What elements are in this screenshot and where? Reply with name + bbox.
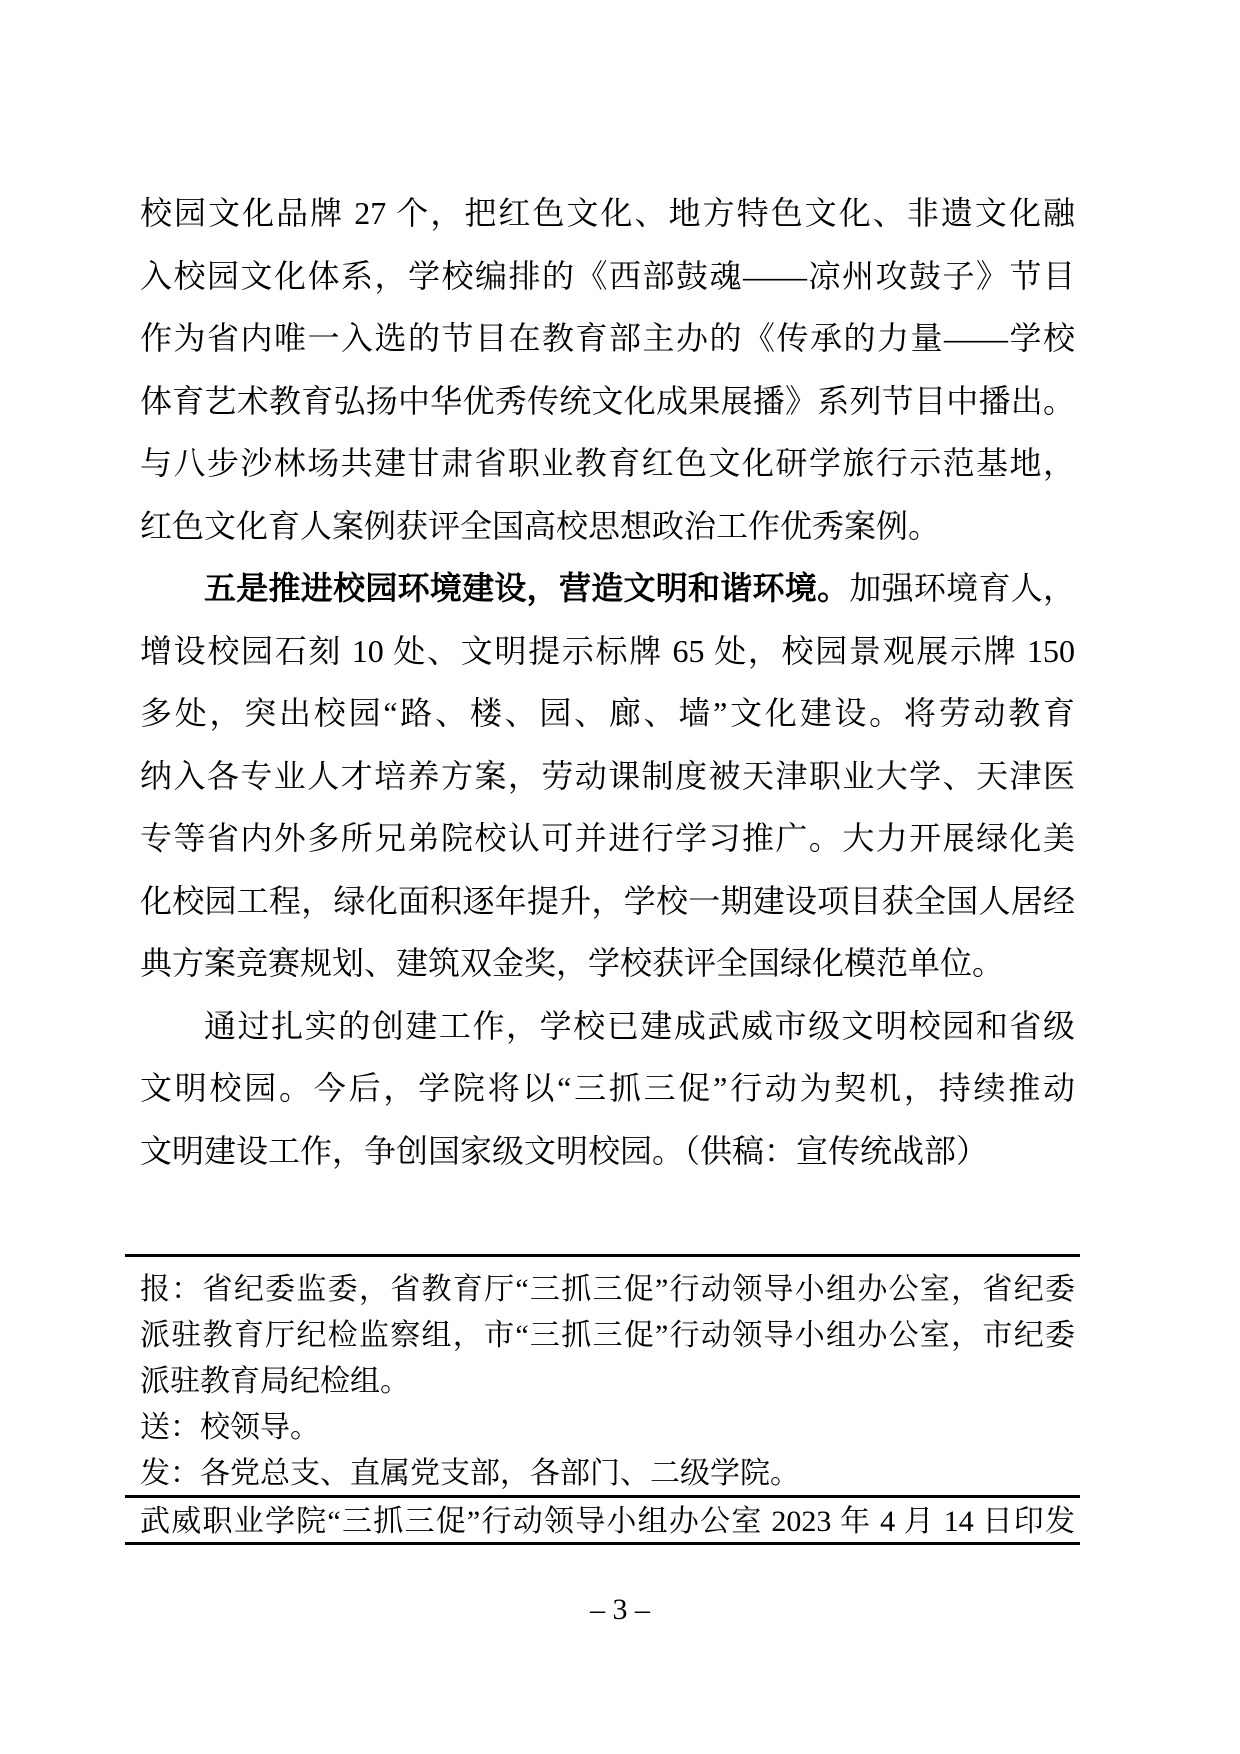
- document-body: [140, 182, 1075, 1182]
- send-to-line: 送：校领导。: [140, 1411, 320, 1444]
- body-line: 纳入各专业人才培养方案，劳动课制度被天津职业大学、天津医: [140, 757, 1075, 794]
- issue-to-line: 发：各党总支、直属党支部，各部门、二级学院。: [140, 1457, 800, 1490]
- body-line: 专等省内外多所兄弟院校认可并进行学习推广。大力开展绿化美: [140, 820, 1075, 856]
- report-to-line: 报：省纪委监委，省教育厅“三抓三促”行动领导小组办公室，省纪委: [140, 1273, 1075, 1306]
- body-line: 通过扎实的创建工作，学校已建成武威市级文明校园和省级: [204, 1007, 1075, 1044]
- body-line: 化校园工程，绿化面积逐年提升，学校一期建设项目获全国人居经: [140, 882, 1075, 919]
- page-number: – 3 –: [590, 1593, 650, 1626]
- dateline-divider-top: [125, 1495, 1080, 1498]
- body-line: 与八步沙林场共建甘肃省职业教育红色文化研学旅行示范基地，: [140, 445, 1075, 481]
- body-line: 文明校园。今后，学院将以“三抓三促”行动为契机，持续推动: [140, 1070, 1075, 1106]
- body-line: 作为省内唯一入选的节目在教育部主办的《传承的力量——学校: [140, 320, 1075, 356]
- body-line: 增设校园石刻 10 处、文明提示标牌 65 处，校园景观展示牌 150: [140, 632, 1075, 669]
- body-line-heading: [140, 557, 1075, 620]
- issuing-office-dateline: 武威职业学院“三抓三促”行动领导小组办公室 2023 年 4 月 14 日印发: [140, 1505, 1075, 1538]
- distribution-list: [140, 1267, 1075, 1497]
- body-line-paragraph-end: 红色文化育人案例获评全国高校思想政治工作优秀案例。: [140, 507, 941, 544]
- body-line: 入校园文化体系，学校编排的《西部鼓魂——凉州攻鼓子》节目: [140, 257, 1075, 294]
- body-line-paragraph-end: 典方案竞赛规划、建筑双金奖，学校获评全国绿化模范单位。: [140, 945, 1005, 981]
- report-to-line: 派驻教育局纪检组。: [140, 1365, 410, 1398]
- body-line-paragraph-end: 文明建设工作，争创国家级文明校园。（供稿：宣传统战部）: [140, 1132, 989, 1169]
- body-line: 体育艺术教育弘扬中华优秀传统文化成果展播》系列节目中播出。: [140, 382, 1075, 419]
- footer-divider-top: [125, 1254, 1080, 1257]
- body-line: 校园文化品牌 27 个，把红色文化、地方特色文化、非遗文化融: [140, 195, 1075, 231]
- report-to-line: 派驻教育厅纪检监察组，市“三抓三促”行动领导小组办公室，市纪委: [140, 1319, 1075, 1352]
- body-line: 多处，突出校园“路、楼、园、廊、墙”文化建设。将劳动教育: [140, 695, 1075, 731]
- dateline-divider-bottom: [125, 1542, 1080, 1545]
- section-heading-bold: 五是推进校园环境建设，营造文明和谐环境。: [204, 570, 850, 606]
- section-heading-rest: 加强环境育人，: [849, 570, 1075, 606]
